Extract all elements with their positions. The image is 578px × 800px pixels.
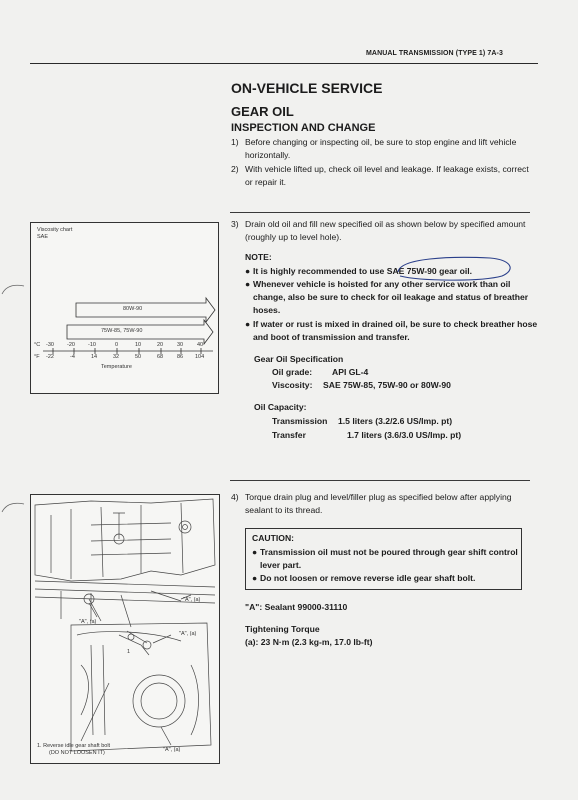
sealant-label-a: "A", (a) — [183, 597, 201, 603]
step-number: 4) — [231, 492, 239, 502]
section-title: ON-VEHICLE SERVICE — [231, 80, 383, 96]
torque-value: (a): 23 N·m (2.3 kg-m, 17.0 lb-ft) — [245, 637, 373, 647]
fahrenheit-unit: °F — [34, 354, 40, 360]
handwritten-circle-annotation — [390, 254, 520, 282]
celsius-tick: 40 — [197, 342, 204, 348]
fahrenheit-tick: 32 — [113, 354, 120, 360]
bar-80w90-arrow — [76, 298, 215, 322]
page-header: MANUAL TRANSMISSION (TYPE 1) 7A-3 — [366, 50, 503, 57]
sealant-label-a: "A", (a) — [79, 619, 97, 625]
celsius-tick: -10 — [88, 342, 96, 348]
header-rule — [30, 63, 538, 64]
transmission-value: 1.5 liters (3.2/2.6 US/Imp. pt) — [338, 416, 453, 426]
transfer-value: 1.7 liters (3.6/3.0 US/Imp. pt) — [347, 430, 462, 440]
fahrenheit-tick: 86 — [177, 354, 184, 360]
celsius-tick: 20 — [157, 342, 164, 348]
section-subtitle: GEAR OIL — [231, 104, 294, 119]
step-number: 1) — [231, 137, 239, 147]
note-title: NOTE: — [245, 252, 272, 262]
celsius-tick: 30 — [177, 342, 184, 348]
oil-capacity-title: Oil Capacity: — [254, 402, 307, 412]
section-subsubtitle: INSPECTION AND CHANGE — [231, 122, 376, 134]
legend-line-1: 1. Reverse idle gear shaft bolt — [37, 743, 111, 749]
caution-box: CAUTION: ● Transmission oil must not be poured through gear shift control lever part. ● Do not loosen or remove reverse idle gear shaft bolt. — [245, 528, 522, 590]
bar-label-80w90: 80W-90 — [123, 306, 143, 312]
fahrenheit-tick: 104 — [195, 354, 205, 360]
bullet-icon: ● — [252, 573, 258, 583]
torque-title: Tightening Torque — [245, 624, 320, 634]
viscosity-value: SAE 75W-85, 75W-90 or 80W-90 — [323, 380, 451, 390]
transmission-label: Transmission — [272, 416, 328, 426]
fahrenheit-tick: 14 — [91, 354, 98, 360]
binder-mark — [0, 282, 26, 296]
bullet-icon: ● — [245, 266, 251, 276]
bullet-icon: ● — [245, 319, 251, 329]
celsius-unit: °C — [34, 342, 41, 348]
chart-subtitle: SAE — [37, 234, 49, 240]
step-number: 3) — [231, 219, 239, 229]
chart-title: Viscosity chart — [37, 227, 73, 233]
celsius-tick: -30 — [46, 342, 54, 348]
step-text: Drain old oil and fill new specified oil as shown below by specified amount (roughly up to level hole). — [245, 219, 526, 242]
caution-title: CAUTION: — [252, 533, 295, 543]
gear-oil-spec-title: Gear Oil Specification — [254, 354, 344, 364]
celsius-tick: 0 — [115, 342, 119, 348]
transfer-label: Transfer — [272, 430, 306, 440]
transmission-drawing — [31, 495, 219, 763]
section-rule — [230, 480, 530, 481]
viscosity-chart — [30, 222, 219, 394]
section-rule — [230, 212, 530, 213]
bar-label-75w: 75W-85, 75W-90 — [101, 328, 143, 334]
axis-label: Temperature — [101, 364, 132, 370]
fahrenheit-tick: 50 — [135, 354, 142, 360]
step-text: Before changing or inspecting oil, be sure to stop engine and lift vehicle horizontally. — [245, 137, 517, 160]
viscosity-label: Viscosity: — [272, 380, 313, 390]
callout-number: 1 — [127, 649, 131, 655]
legend-line-2: (DO NOT LOOSEN IT) — [49, 750, 105, 756]
sealant-label-a: "A", (a) — [163, 747, 181, 753]
step-text: Torque drain plug and level/filler plug as specified below after applying sealant to its thread. — [245, 492, 512, 515]
oil-grade-label: Oil grade: — [272, 367, 313, 377]
celsius-tick: 10 — [135, 342, 142, 348]
bullet-icon: ● — [245, 279, 251, 289]
bullet-icon: ● — [252, 547, 258, 557]
fahrenheit-tick: -22 — [46, 354, 54, 360]
step-number: 2) — [231, 164, 239, 174]
binder-mark — [0, 500, 26, 514]
fahrenheit-tick: -4 — [70, 354, 75, 360]
sealant-spec: "A": Sealant 99000-31110 — [245, 602, 348, 612]
celsius-tick: -20 — [67, 342, 75, 348]
step-text: With vehicle lifted up, check oil level and leakage. If leakage exists, correct or repair it. — [245, 164, 529, 187]
sealant-label-a: "A", (a) — [179, 631, 197, 637]
oil-grade-value: API GL-4 — [332, 367, 369, 377]
fahrenheit-tick: 68 — [157, 354, 164, 360]
transmission-illustration — [30, 494, 220, 764]
